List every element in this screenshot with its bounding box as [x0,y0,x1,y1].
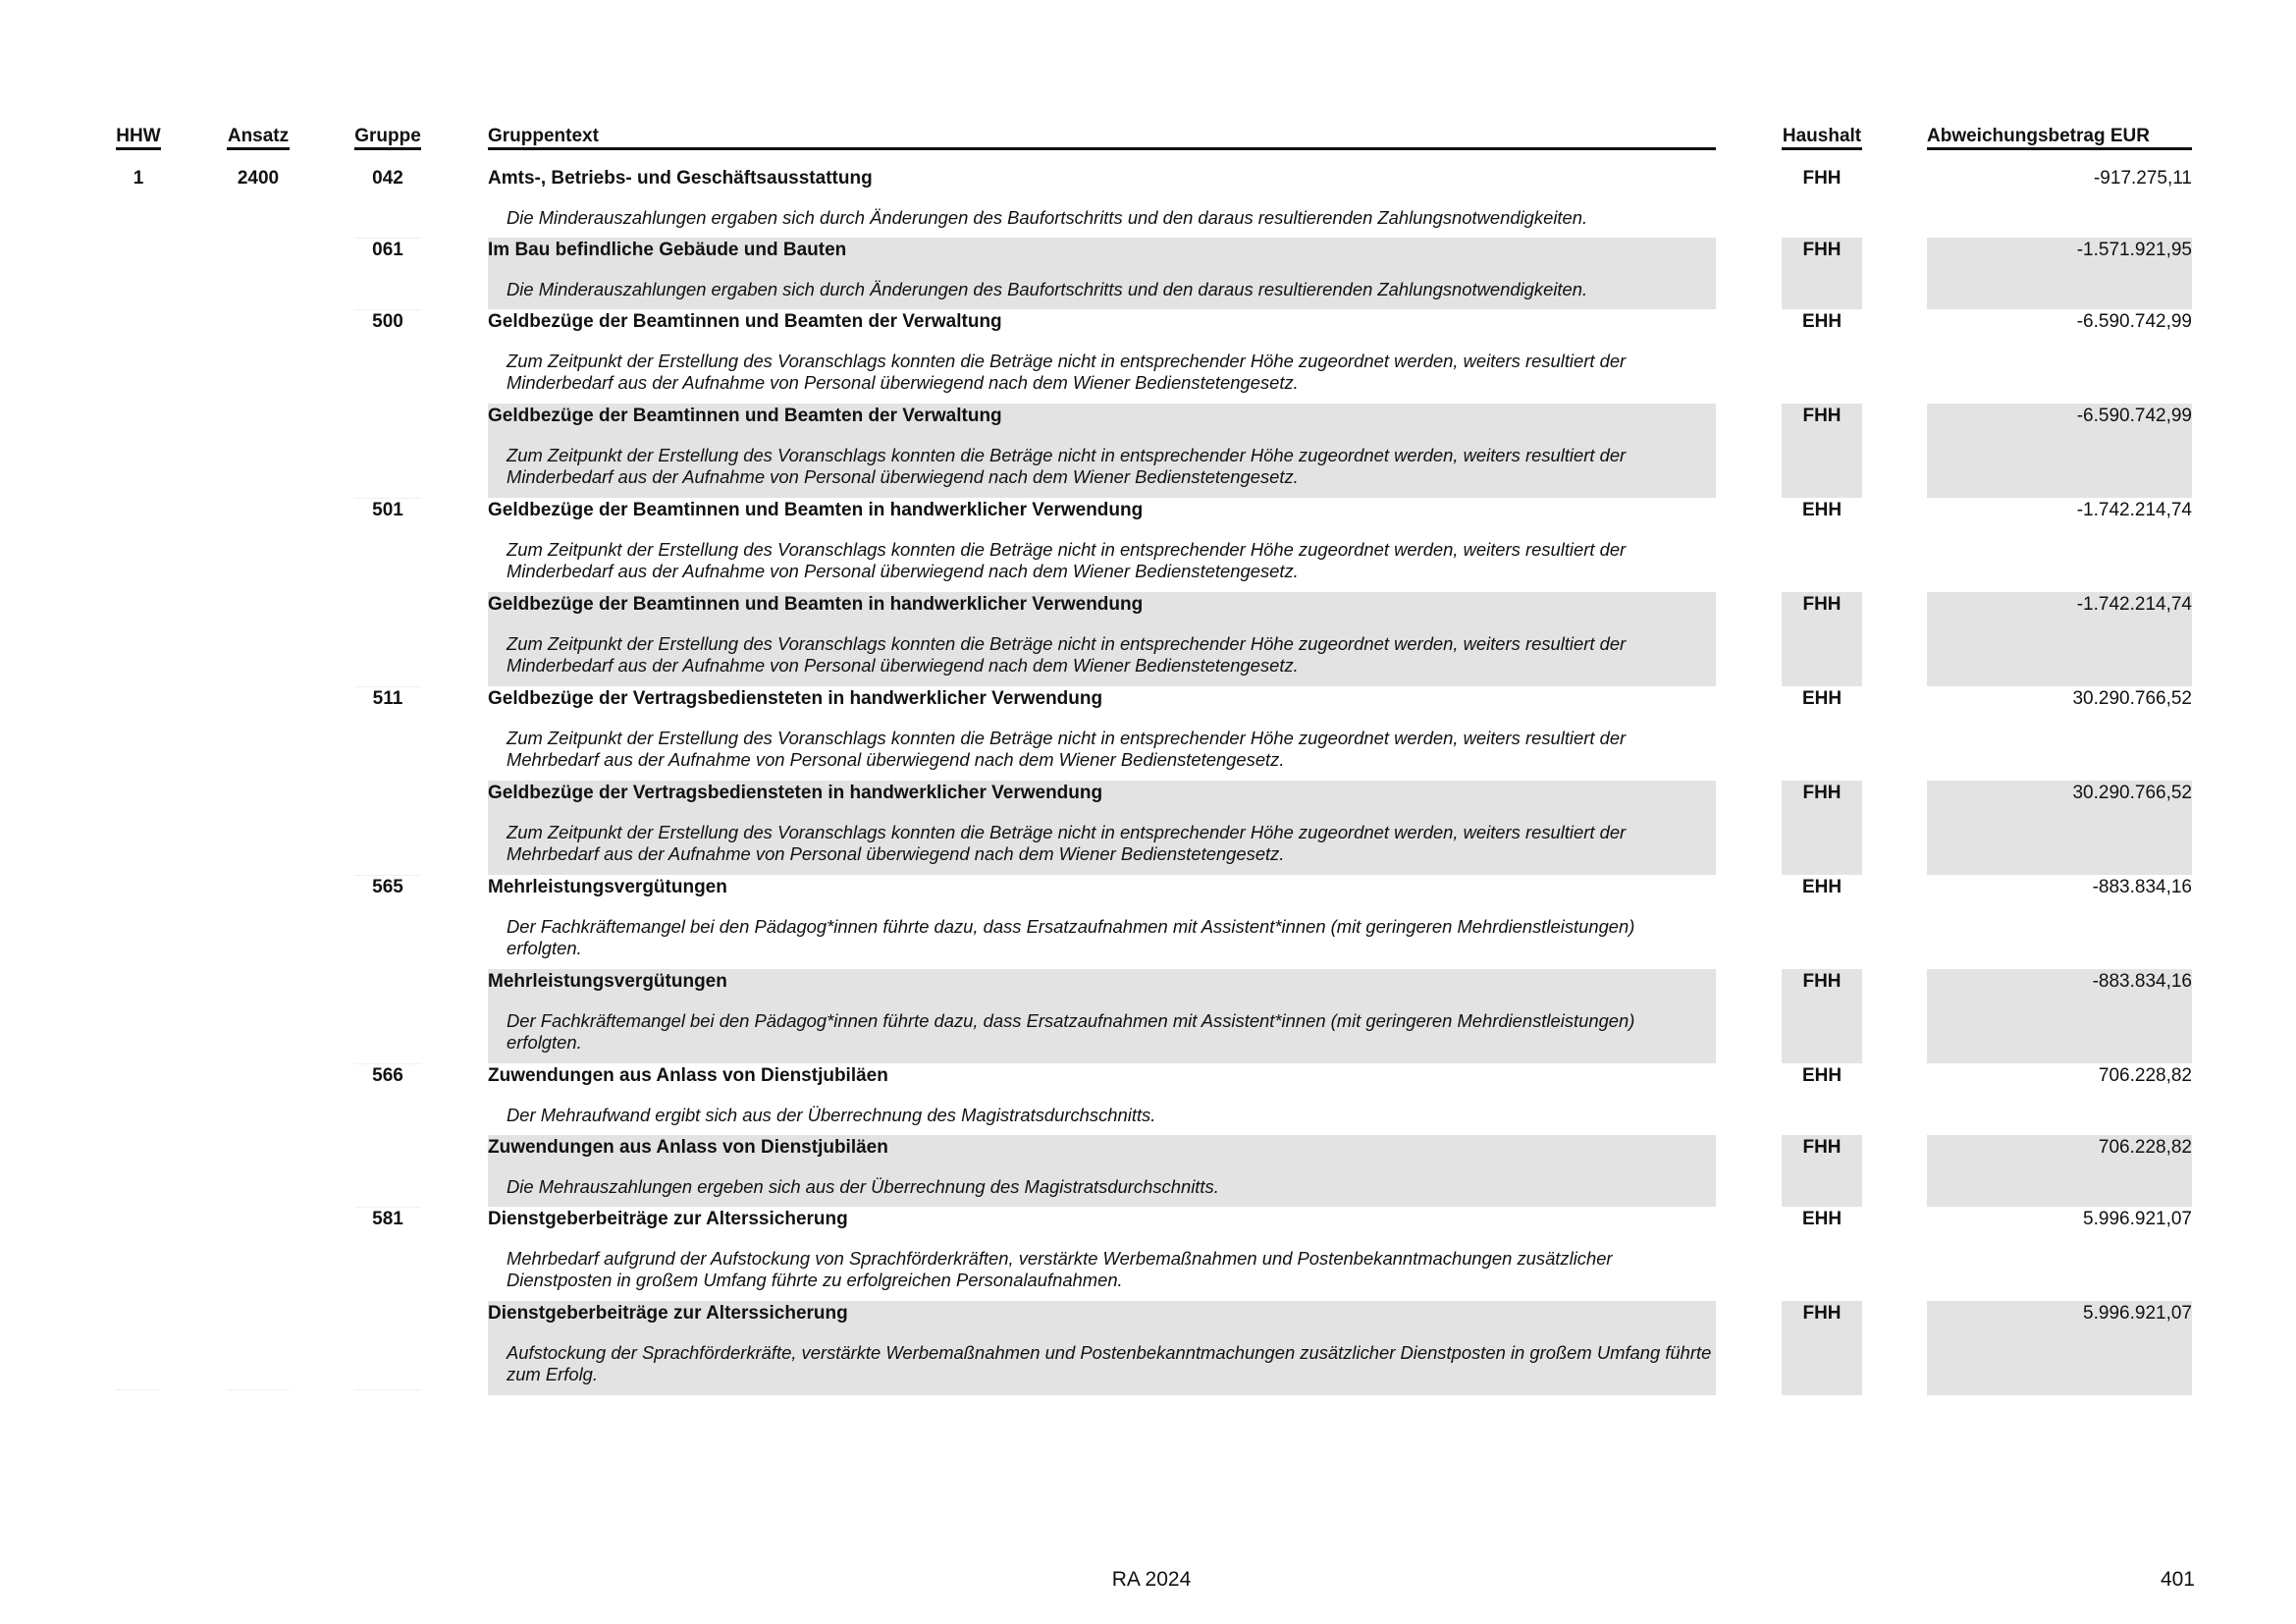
haushalt-cell: FHH [1802,240,1842,260]
gruppentext-title: Geldbezüge der Beamtinnen und Beamten der Verwaltung [488,311,1002,332]
gruppentext-description: Zum Zeitpunkt der Erstellung des Voranschlags konnten die Beträge nicht in entsprechender Höhe zugeordnet werden, weiters resultiert der Mehrbedarf aus der Aufnahme von Personal überwiegend nach dem Wiener Bedienstetengesetz. [507,728,1627,770]
amount-cell: -883.834,16 [2092,971,2192,992]
bottom-rule-ansatz [227,1389,290,1390]
table-row [0,1063,2296,1135]
group-separator [354,309,421,310]
gruppe-cell: 042 [372,168,403,189]
haushalt-cell: FHH [1802,168,1842,189]
amount-cell: -1.571.921,95 [2076,240,2192,260]
table-row [0,498,2296,592]
haushalt-cell: FHH [1802,971,1842,992]
gruppentext-description: Zum Zeitpunkt der Erstellung des Voranschlags konnten die Beträge nicht in entsprechender Höhe zugeordnet werden, weiters resultiert der Minderbedarf aus der Aufnahme von Personal überwiegend nach dem Wiener Bedienstetengesetz. [507,539,1627,581]
haushalt-cell: EHH [1801,877,1842,897]
amount-cell: -6.590.742,99 [2076,311,2192,332]
haushalt-cell: FHH [1802,783,1842,803]
table-row [0,592,2296,686]
gruppentext-description: Zum Zeitpunkt der Erstellung des Voranschlags konnten die Beträge nicht in entsprechender Höhe zugeordnet werden, weiters resultiert der Minderbedarf aus der Aufnahme von Personal überwiegend nach dem Wiener Bedienstetengesetz. [507,351,1627,393]
gruppentext-title: Geldbezüge der Vertragsbediensteten in handwerklicher Verwendung [488,783,1103,803]
haushalt-cell: FHH [1802,1303,1842,1324]
gruppentext-description: Die Mehrauszahlungen ergeben sich aus der Überrechnung des Magistratsdurchschnitts. [507,1176,1219,1197]
gruppentext-title: Im Bau befindliche Gebäude und Bauten [488,240,847,260]
gruppentext-title: Geldbezüge der Beamtinnen und Beamten in handwerklicher Verwendung [488,594,1144,615]
table-row [0,1135,2296,1207]
gruppentext-title: Geldbezüge der Vertragsbediensteten in handwerklicher Verwendung [488,688,1103,709]
haushalt-cell: FHH [1802,594,1842,615]
header-abweichungsbetrag: Abweichungsbetrag EUR [1927,126,2192,150]
amount-cell: -917.275,11 [2093,168,2192,189]
bottom-rule-gruppe [354,1389,421,1390]
hhw-value: 1 [133,168,144,189]
header-hhw: HHW [116,126,161,150]
gruppentext-title: Amts-, Betriebs- und Geschäftsausstattung [488,168,873,189]
gruppentext-description: Die Minderauszahlungen ergaben sich durch Änderungen des Baufortschritts und den daraus resultierenden Zahlungsnotwendigkeiten. [507,279,1588,299]
gruppentext-title: Zuwendungen aus Anlass von Dienstjubiläen [488,1137,888,1158]
group-separator [354,238,421,239]
haushalt-cell: FHH [1802,1137,1842,1158]
gruppe-cell: 501 [372,500,403,520]
gruppentext-title: Geldbezüge der Beamtinnen und Beamten der Verwaltung [488,406,1002,426]
gruppentext-title: Dienstgeberbeiträge zur Alterssicherung [488,1303,848,1324]
gruppentext-title: Geldbezüge der Beamtinnen und Beamten in handwerklicher Verwendung [488,500,1144,520]
gruppentext-description: Zum Zeitpunkt der Erstellung des Voranschlags konnten die Beträge nicht in entsprechender Höhe zugeordnet werden, weiters resultiert der Minderbedarf aus der Aufnahme von Personal überwiegend nach dem Wiener Bedienstetengesetz. [507,633,1627,676]
amount-cell: 706.228,82 [2098,1137,2192,1158]
header-gruppe: Gruppe [354,126,421,150]
haushalt-cell: EHH [1801,500,1842,520]
table-row [0,238,2296,309]
table-row [0,781,2296,875]
amount-cell: -883.834,16 [2092,877,2192,897]
haushalt-cell: EHH [1801,1209,1842,1229]
table-row [0,1301,2296,1395]
gruppentext-title: Dienstgeberbeiträge zur Alterssicherung [488,1209,848,1229]
header-haushalt: Haushalt [1782,126,1862,150]
footer-report-name: RA 2024 [1111,1568,1192,1591]
table-row [0,404,2296,498]
gruppentext-title: Mehrleistungsvergütungen [488,971,727,992]
amount-cell: 30.290.766,52 [2072,688,2192,709]
haushalt-cell: EHH [1801,311,1842,332]
gruppe-cell: 500 [372,311,403,332]
ansatz-value: 2400 [237,168,280,189]
gruppentext-title: Zuwendungen aus Anlass von Dienstjubiläen [488,1065,888,1086]
table-row [0,1207,2296,1301]
group-separator [354,498,421,499]
gruppentext-description: Der Fachkräftemangel bei den Pädagog*innen führte dazu, dass Ersatzaufnahmen mit Assistent*innen (mit geringeren Mehrdienstleistungen) erfolgten. [507,1010,1635,1053]
table-row [0,166,2296,238]
table-row [0,875,2296,969]
amount-cell: 5.996.921,07 [2083,1303,2192,1324]
gruppentext-description: Aufstockung der Sprachförderkräfte, verstärkte Werbemaßnahmen und Postenbekanntmachungen zusätzlicher Dienstposten in großem Umfang führte zum Erfolg. [507,1342,1712,1384]
header-gruppentext: Gruppentext [488,126,1716,150]
gruppe-cell: 511 [372,688,403,709]
bottom-rule-hhw [116,1389,161,1390]
amount-cell: -1.742.214,74 [2076,500,2192,520]
amount-cell: 706.228,82 [2098,1065,2192,1086]
group-separator [354,1063,421,1064]
gruppentext-description: Der Fachkräftemangel bei den Pädagog*innen führte dazu, dass Ersatzaufnahmen mit Assistent*innen (mit geringeren Mehrdienstleistungen) erfolgten. [507,916,1635,958]
amount-cell: 5.996.921,07 [2083,1209,2192,1229]
gruppentext-description: Die Minderauszahlungen ergaben sich durch Änderungen des Baufortschritts und den daraus resultierenden Zahlungsnotwendigkeiten. [507,207,1588,228]
haushalt-cell: EHH [1801,688,1842,709]
gruppe-cell: 566 [372,1065,403,1086]
gruppentext-description: Der Mehraufwand ergibt sich aus der Überrechnung des Magistratsdurchschnitts. [507,1105,1156,1125]
amount-cell: -6.590.742,99 [2076,406,2192,426]
haushalt-cell: FHH [1802,406,1842,426]
gruppe-cell: 581 [372,1209,403,1229]
table-row [0,969,2296,1063]
gruppe-cell: 061 [372,240,403,260]
group-separator [354,875,421,876]
table-row [0,309,2296,404]
group-separator [354,1207,421,1208]
gruppentext-description: Zum Zeitpunkt der Erstellung des Voranschlags konnten die Beträge nicht in entsprechender Höhe zugeordnet werden, weiters resultiert der Mehrbedarf aus der Aufnahme von Personal überwiegend nach dem Wiener Bedienstetengesetz. [507,822,1627,864]
amount-cell: 30.290.766,52 [2072,783,2192,803]
table-row [0,686,2296,781]
header-ansatz: Ansatz [227,126,290,150]
haushalt-cell: EHH [1801,1065,1842,1086]
gruppentext-title: Mehrleistungsvergütungen [488,877,727,897]
group-separator [354,686,421,687]
gruppentext-description: Mehrbedarf aufgrund der Aufstockung von Sprachförderkräften, verstärkte Werbemaßnahmen und Postenbekanntmachungen zusätzlicher Dienstposten in großem Umfang führte zu erfolgreichen Personalaufnahmen. [507,1248,1613,1290]
gruppe-cell: 565 [372,877,403,897]
page-number: 401 [2160,1568,2195,1591]
gruppentext-description: Zum Zeitpunkt der Erstellung des Voranschlags konnten die Beträge nicht in entsprechender Höhe zugeordnet werden, weiters resultiert der Minderbedarf aus der Aufnahme von Personal überwiegend nach dem Wiener Bedienstetengesetz. [507,445,1627,487]
amount-cell: -1.742.214,74 [2076,594,2192,615]
